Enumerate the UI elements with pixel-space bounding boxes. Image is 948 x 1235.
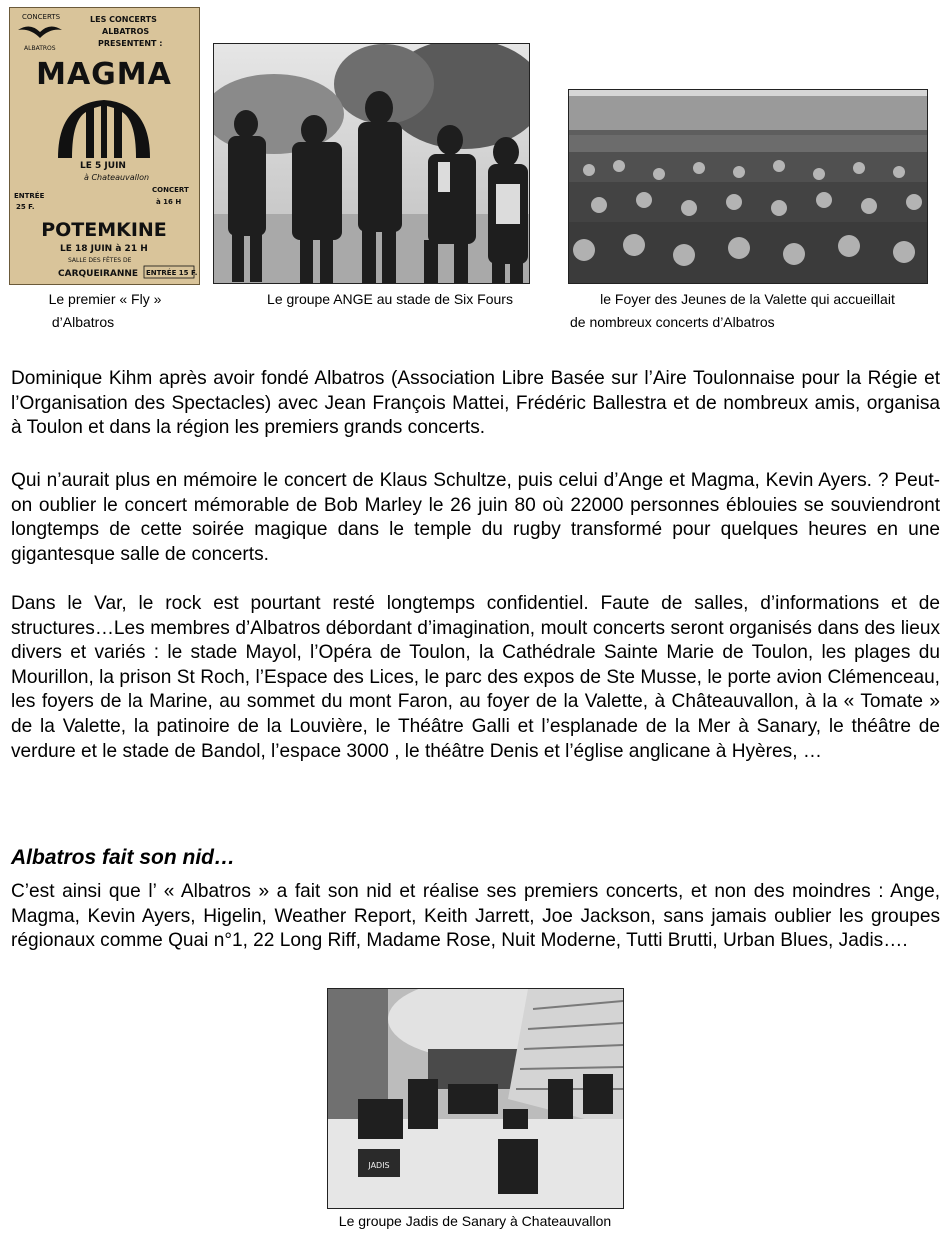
poster-caption-line-1: Le premier « Fly » [48,291,162,307]
poster-concert-time: à 16 H [156,198,182,206]
magma-concert-poster [9,7,200,285]
magma-logo-icon [58,100,150,158]
poster-date-1: LE 5 JUIN [80,161,126,171]
poster-les-concerts: LES CONCERTS [90,15,157,24]
jadis-stage-photo [327,988,624,1209]
section-heading: Albatros fait son nid… [11,846,236,869]
paragraph-venues: Dans le Var, le rock est pourtant resté longtemps confidentiel. Faute de salles, d’informations et de structures…Les membres d’Albatros débordant d’imagination, moult concerts seront organisés dans des lieux divers et variés : le stade Mayol, l’Opéra de Toulon, la Cathédrale Sainte Marie de Toulon, les plages du Mourillon, la prison St Roch, l’Espace des Lices, le parc des expos de Ste Musse, le porte avion Clémenceau, les foyers de la Marine, au sommet du mont Faron, au foyer de la Valette, à Châteauvallon, à la « Tomate » de la Valette, la patinoire de la Louvière, le Théâtre Galli et l’esplanade de la Mer à Sanary, le théâtre de verdure et le stade de Bandol, l’espace 3000 , le théâtre Denis et l’église anglicane à Hyères, … [11,593,940,762]
poster-band-magma: MAGMA [36,57,172,92]
paragraph-founding: Dominique Kihm après avoir fondé Albatros (Association Libre Basée sur l’Aire Toulonnaise pour la Régie et l’Organisation des Spectacles) avec Jean François Mattei, Frédéric Ballestra et de nombreux amis, organisa à Toulon et dans la région les premiers grands concerts. [11,368,940,439]
poster-venue-2b: CARQUEIRANNE [58,269,139,279]
ange-band-photo [213,43,530,284]
poster-entree-2: ENTRÉE 15 F. [146,269,198,277]
poster-entree-price: 25 F. [16,203,35,211]
poster-entree-label: ENTRÉE [14,192,45,200]
ange-caption: Le groupe ANGE au stade de Six Fours [267,291,513,307]
foyer-valette-photo [568,89,928,284]
poster-caption [20,288,190,334]
foyer-caption-line-1: le Foyer des Jeunes de la Valette qui accueillait [600,291,895,307]
paragraph-memorable-concerts: Qui n’aurait plus en mémoire le concert de Klaus Schultze, puis celui d’Ange et Magma, Kevin Ayers. ? Peut-on oublier le concert mémorable de Bob Marley le 26 juin 80 où 22000 personnes éblouies se souviendront longtemps de cette soirée magique dans le temple du rugby transformé pour quelques heures en une gigantesque salle de concerts. [11,470,940,565]
foyer-caption [560,288,935,334]
jadis-caption: Le groupe Jadis de Sanary à Chateauvallon [338,1213,612,1229]
poster-presentent: PRESENTENT : [98,39,163,48]
paragraph-first-concerts: C’est ainsi que l’ « Albatros » a fait son nid et réalise ses premiers concerts, et non des moindres : Ange, Magma, Kevin Ayers, Higelin, Weather Report, Keith Jarrett, Joe Jackson, sans jamais oublier les groupes régionaux comme Quai n°1, 22 Long Riff, Madame Rose, Nuit Moderne, Tutti Brutti, Urban Blues, Jadis…. [11,881,940,952]
albatros-logo-icon [18,26,62,38]
foyer-caption-line-2: de nombreux concerts d’Albatros [570,314,775,330]
poster-date-2: LE 18 JUIN à 21 H [60,244,148,254]
poster-concerts-label: CONCERTS [22,13,61,21]
poster-venue-2a: SALLE DES FÊTES DE [68,257,132,264]
poster-albatros-label: ALBATROS [24,45,56,52]
poster-albatros: ALBATROS [102,27,150,36]
poster-concert-label: CONCERT [152,186,189,194]
jadis-case-label: JADIS [368,1161,390,1170]
poster-caption-line-2: d’Albatros [51,314,115,330]
poster-band-potemkine: POTEMKINE [41,219,167,241]
poster-venue-1: à Chateauvallon [84,173,150,182]
